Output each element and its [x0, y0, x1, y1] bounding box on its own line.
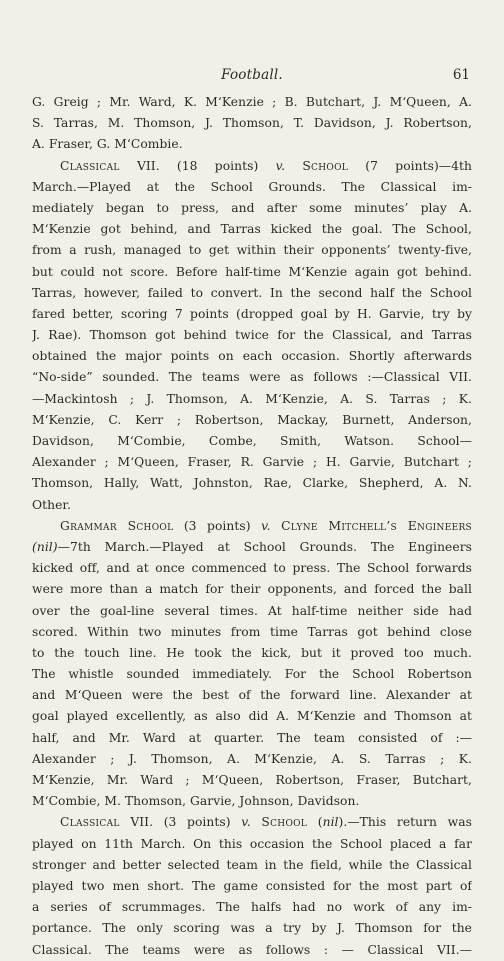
text-run: and M‘Queen were the best of the forward line. Alexander at [32, 688, 472, 703]
text-line [32, 431, 472, 452]
text-line [32, 92, 472, 113]
text-line [32, 177, 472, 198]
text-line [32, 410, 472, 431]
text-run: to the touch line. He took the kick, but it proved too much. [32, 645, 472, 660]
text-run: G. Greig ; Mr. Ward, K. M‘Kenzie ; B. Butchart, J. M‘Queen, A. [32, 95, 472, 109]
text-line [32, 558, 472, 579]
text-run: Alexander ; M‘Queen, Fraser, R. Garvie ; H. Garvie, Butchart ; [32, 455, 472, 470]
text-line [32, 262, 472, 283]
text-run: M‘Combie, M. Thomson, Garvie, Johnson, Davidson. [32, 794, 360, 809]
text-line [32, 897, 472, 918]
text-line [32, 473, 472, 494]
text-line [32, 219, 472, 240]
text-line [32, 855, 472, 876]
text-run: played two men short. The game consisted for the most part of [32, 878, 472, 893]
text-run: Davidson, M‘Combie, Combe, Smith, Watson. School— [32, 434, 472, 448]
text-line [32, 685, 472, 706]
text-run: —Mackintosh ; J. Thomson, A. M‘Kenzie, A. S. Tarras ; K. [32, 391, 472, 406]
text-run: VII. (3 points) [119, 815, 242, 830]
text-line [32, 706, 472, 727]
text-run: portance. The only scoring was a try by J. Thomson for the [32, 921, 472, 936]
text-run: March.—Played at the School Grounds. The Classical im- [32, 179, 472, 194]
text-line [32, 791, 472, 812]
text-line [32, 834, 472, 855]
text-run: Grammar School [60, 518, 174, 533]
text-line [32, 940, 472, 961]
text-run: obtained the major points on each occasion. Shortly afterwards [32, 349, 472, 364]
text-line [32, 918, 472, 939]
body-text [32, 92, 472, 961]
text-line [32, 664, 472, 685]
text-line [32, 516, 472, 537]
text-line [32, 622, 472, 643]
text-run: VII. (18 points) [119, 158, 276, 173]
text-line [32, 643, 472, 664]
text-run: Classical [60, 815, 120, 830]
text-run: S. Tarras, M. Thomson, J. Thomson, T. Davidson, J. Robertson, [32, 116, 472, 131]
text-line [32, 113, 472, 134]
text-run: School [261, 815, 308, 830]
text-line [32, 389, 472, 410]
text-run: J. Rae). Thomson got behind twice for the Classical, and Tarras [32, 328, 472, 343]
text-run: over the goal-line several times. At half-time neither side had [32, 603, 472, 618]
text-line [32, 812, 472, 833]
text-line [32, 240, 472, 261]
text-run: ).—This return was [338, 815, 472, 830]
text-run: stronger and better selected team in the field, while the Classical [32, 857, 472, 872]
page-header [32, 67, 472, 87]
text-run: Tarras, however, failed to convert. In the second half the School [32, 285, 472, 300]
text-run: kicked off, and at once commenced to press. The School forwards [32, 561, 472, 576]
running-title: Football. [221, 67, 283, 83]
text-run: M‘Kenzie, Mr. Ward ; M‘Queen, Robertson, Fraser, Butchart, [32, 773, 472, 787]
text-run [285, 159, 302, 173]
text-run: v. [275, 158, 286, 173]
text-run: a series of scrummages. The halfs had no work of any im- [32, 900, 472, 915]
text-run: but could not score. Before half-time M‘Kenzie again got behind. [32, 264, 472, 279]
text-run [271, 519, 282, 533]
text-line [32, 346, 472, 367]
text-run: ( [307, 815, 323, 830]
text-run: The whistle sounded immediately. For the School Robertson [32, 667, 472, 682]
text-run: v. [241, 815, 251, 830]
text-line [32, 601, 472, 622]
text-run: v. [261, 518, 271, 533]
page-number: 61 [452, 67, 470, 83]
text-run: scored. Within two minutes from time Tarras got behind close [32, 624, 472, 639]
text-line [32, 749, 472, 770]
text-run: fared better, scoring 7 points (dropped goal by H. Garvie, try by [32, 306, 472, 321]
text-line [32, 156, 472, 177]
text-line [32, 876, 472, 897]
text-run: Alexander ; J. Thomson, A. M‘Kenzie, A. S. Tarras ; K. [32, 751, 472, 766]
text-run: School [302, 158, 349, 173]
text-run: A. Fraser, G. M‘Combie. [32, 137, 183, 152]
text-line [32, 198, 472, 219]
text-line [32, 728, 472, 749]
text-line [32, 452, 472, 473]
text-run: Clyne Mitchell’s Engineers [281, 518, 472, 533]
text-run: “No-side” sounded. The teams were as follows :—Classical VII. [32, 370, 472, 385]
text-line [32, 134, 472, 155]
text-run: Classical [60, 158, 120, 173]
text-run: from a rush, managed to get within their opponents’ twenty-five, [32, 243, 472, 258]
text-run: nil [322, 815, 339, 830]
text-line [32, 579, 472, 600]
text-run: Other. [32, 497, 71, 512]
text-line [32, 304, 472, 325]
text-run: (7 points)—4th [348, 158, 472, 173]
text-line [32, 495, 472, 516]
text-run: half, and Mr. Ward at quarter. The team consisted of :— [32, 730, 472, 745]
text-run: M‘Kenzie, C. Kerr ; Robertson, Mackay, Burnett, Anderson, [32, 412, 472, 427]
text-run: played on 11th March. On this occasion the School placed a far [32, 836, 472, 851]
text-run: mediately began to press, and after some minutes’ play A. [32, 200, 472, 215]
text-line [32, 537, 472, 558]
text-line [32, 770, 472, 791]
text-run: (3 points) [173, 518, 262, 533]
text-run: Classical. The teams were as follows : — Classical VII.— [32, 942, 472, 957]
text-run: goal played excellently, as also did A. M‘Kenzie and Thomson at [32, 709, 472, 724]
text-line [32, 367, 472, 388]
text-run: M‘Kenzie got behind, and Tarras kicked the goal. The School, [32, 222, 472, 237]
text-run: —7th March.—Played at School Grounds. The Engineers [57, 539, 472, 554]
text-run: Thomson, Hally, Watt, Johnston, Rae, Clarke, Shepherd, A. N. [32, 476, 472, 491]
text-line [32, 283, 472, 304]
text-line [32, 325, 472, 346]
text-run: (nil) [32, 539, 58, 554]
text-run: were more than a match for their opponents, and forced the ball [32, 582, 472, 597]
text-run [251, 815, 262, 829]
